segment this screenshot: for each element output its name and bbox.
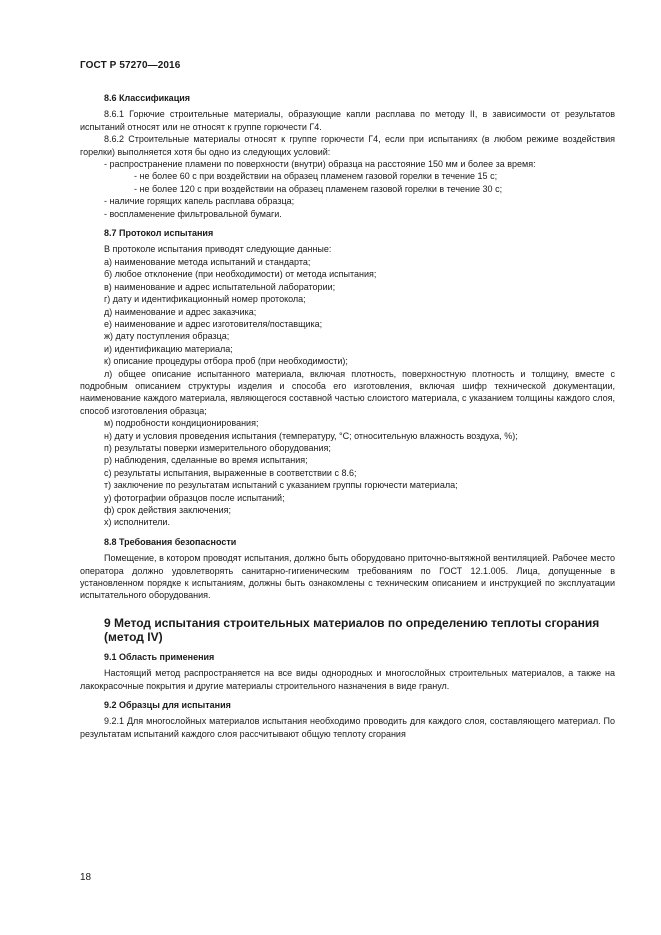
protocol-item: т) заключение по результатам испытаний с указанием группы горючести материала;	[104, 480, 458, 491]
protocol-item: м) подробности кондиционирования;	[104, 418, 259, 429]
condition-item: - распространение пламени по поверхности (внутри) образца на расстояние 150 мм и более за время:	[104, 159, 536, 170]
section-9-2-title: 9.2 Образцы для испытания	[104, 700, 231, 711]
standard-header: ГОСТ Р 57270—2016	[80, 60, 181, 71]
protocol-item: ф) срок действия заключения;	[104, 505, 231, 515]
section-8-8-title: 8.8 Требования безопасности	[104, 536, 237, 547]
condition-subitem: - не более 60 с при воздействии на образец пламенем газовой горелки в течение 15 с;	[134, 171, 498, 182]
document-body	[80, 92, 615, 740]
section-8-6-title: 8.6 Классификация	[104, 93, 191, 103]
condition-item: - воспламенение фильтровальной бумаги.	[104, 208, 282, 219]
section-9-title: 9 Метод испытания строительных материалов по определению теплоты сгорания (метод IV)	[104, 615, 600, 644]
protocol-item: у) фотографии образцов после испытаний;	[104, 492, 285, 503]
protocol-item: к) описание процедуры отбора проб (при необходимости);	[104, 356, 348, 367]
protocol-item: б) любое отклонение (при необходимости) от метода испытания;	[104, 269, 377, 280]
section-9-1-title: 9.1 Область применения	[104, 651, 215, 662]
protocol-item: ж) дату поступления образца;	[104, 331, 230, 342]
safety-paragraph: Помещение, в котором проводят испытания, должно быть оборудовано приточно-вытяжной вентиляцией. Рабочее место оператора должно удовлетворять санитарно-гигиеническим требованиям по ГОСТ 12.1.005. Лица, допущенные в установленном порядке к испытаниям, должны быть ознакомлены с техническим описанием и инструкцией по эксплуатации испытательного оборудования.	[80, 553, 615, 601]
protocol-item: а) наименование метода испытаний и стандарта;	[104, 256, 311, 267]
protocol-item: е) наименование и адрес изготовителя/поставщика;	[104, 318, 323, 329]
protocol-item: х) исполнители.	[104, 517, 170, 528]
condition-subitem: - не более 120 с при воздействии на образец пламенем газовой горелки в течение 30 с;	[134, 183, 503, 194]
protocol-item: д) наименование и адрес заказчика;	[104, 306, 257, 317]
protocol-item: и) идентификацию материала;	[104, 343, 233, 354]
protocol-intro: В протоколе испытания приводят следующие данные:	[104, 244, 332, 255]
paragraph-8-6-1: 8.6.1 Горючие строительные материалы, образующие капли расплава по методу II, в зависимости от результатов испытаний относят или не относят к группе горючести Г4.	[80, 109, 615, 132]
paragraph-9-2-1: 9.2.1 Для многослойных материалов испытания необходимо проводить для каждого слоя, составляющего материал. По результатам испытаний каждого слоя рассчитывают общую теплоту сгорания	[80, 716, 615, 739]
protocol-item: п) результаты поверки измерительного оборудования;	[104, 442, 331, 453]
protocol-item: с) результаты испытания, выраженные в соответствии с 8.6;	[104, 467, 357, 478]
page-number: 18	[80, 872, 92, 883]
protocol-item: р) наблюдения, сделанные во время испытания;	[104, 455, 308, 466]
condition-item: - наличие горящих капель расплава образца;	[104, 196, 295, 207]
protocol-item: н) дату и условия проведения испытания (температуру, °С; относительную влажность воздуха, %);	[104, 430, 518, 441]
protocol-item: г) дату и идентификационный номер протокола;	[104, 294, 306, 305]
protocol-item: в) наименование и адрес испытательной лаборатории;	[104, 281, 336, 292]
scope-paragraph: Настоящий метод распространяется на все виды однородных и многослойных строительных материалов, а также на лакокрасочные покрытия и другие материалы строительного назначения в виде гранул.	[80, 668, 615, 691]
section-8-7-title: 8.7 Протокол испытания	[104, 228, 214, 239]
protocol-item: л) общее описание испытанного материала, включая плотность, поверхностную плотность и толщину, вместе с подробным описанием структуры изделия и способа его изготовления, включая шифр технической документации, наименование каждого материала, являющегося составной частью слоистого материала, с указанием толщины каждого слоя, способ изготовления образца;	[80, 368, 615, 416]
paragraph-8-6-2: 8.6.2 Строительные материалы относят к группе горючести Г4, если при испытаниях (в любом режиме воздействия горелки) выполняется хотя бы одно из следующих условий:	[80, 134, 615, 157]
